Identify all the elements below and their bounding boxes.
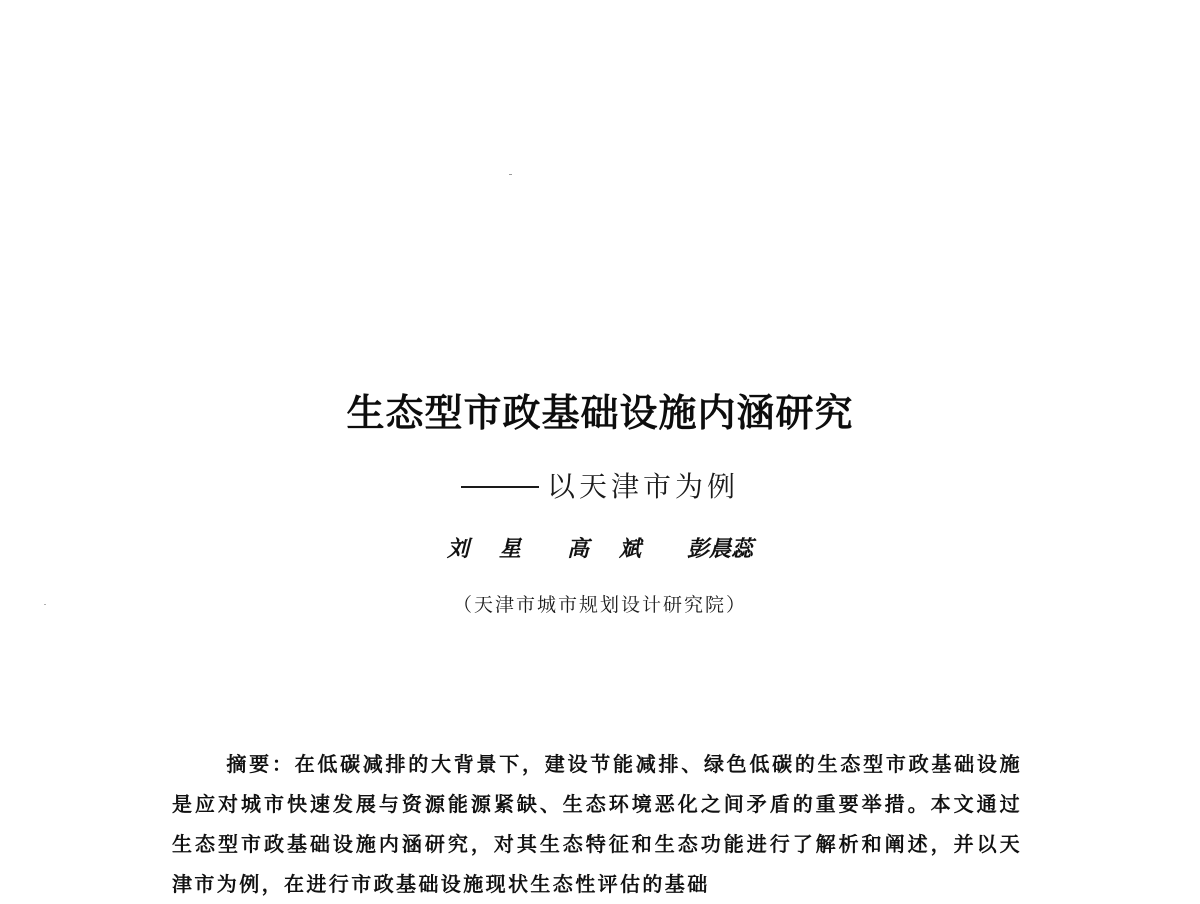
author-affiliation: （天津市城市规划设计研究院） [452, 594, 747, 616]
abstract [172, 744, 1022, 904]
author-name: 彭晨蕊 [687, 536, 754, 562]
abstract-text: 在低碳减排的大背景下，建设节能减排、绿色低碳的生态型市政基础设施是应对城市快速发展与资源能源紧缺、生态环境恶化之间矛盾的重要举措。本文通过生态型市政基础设施内涵研究，对其生态特征和生态功能进行了解析和阐述，并以天津市为例，在进行市政基础设施现状生态性评估的基础 [172, 752, 1022, 896]
author-name: 刘 [446, 536, 469, 562]
scan-speck [509, 174, 512, 175]
author-name: 斌 [619, 536, 642, 562]
subtitle-dash [461, 486, 539, 488]
author-list [0, 532, 1200, 563]
paper-title: 生态型市政基础设施内涵研究 [346, 390, 854, 435]
paper-subtitle [0, 465, 1200, 505]
subtitle-text: 以天津市为例 [546, 470, 739, 503]
abstract-label: 摘要： [226, 752, 295, 776]
author-name: 星 [498, 536, 521, 562]
author-name: 高 [566, 536, 589, 562]
